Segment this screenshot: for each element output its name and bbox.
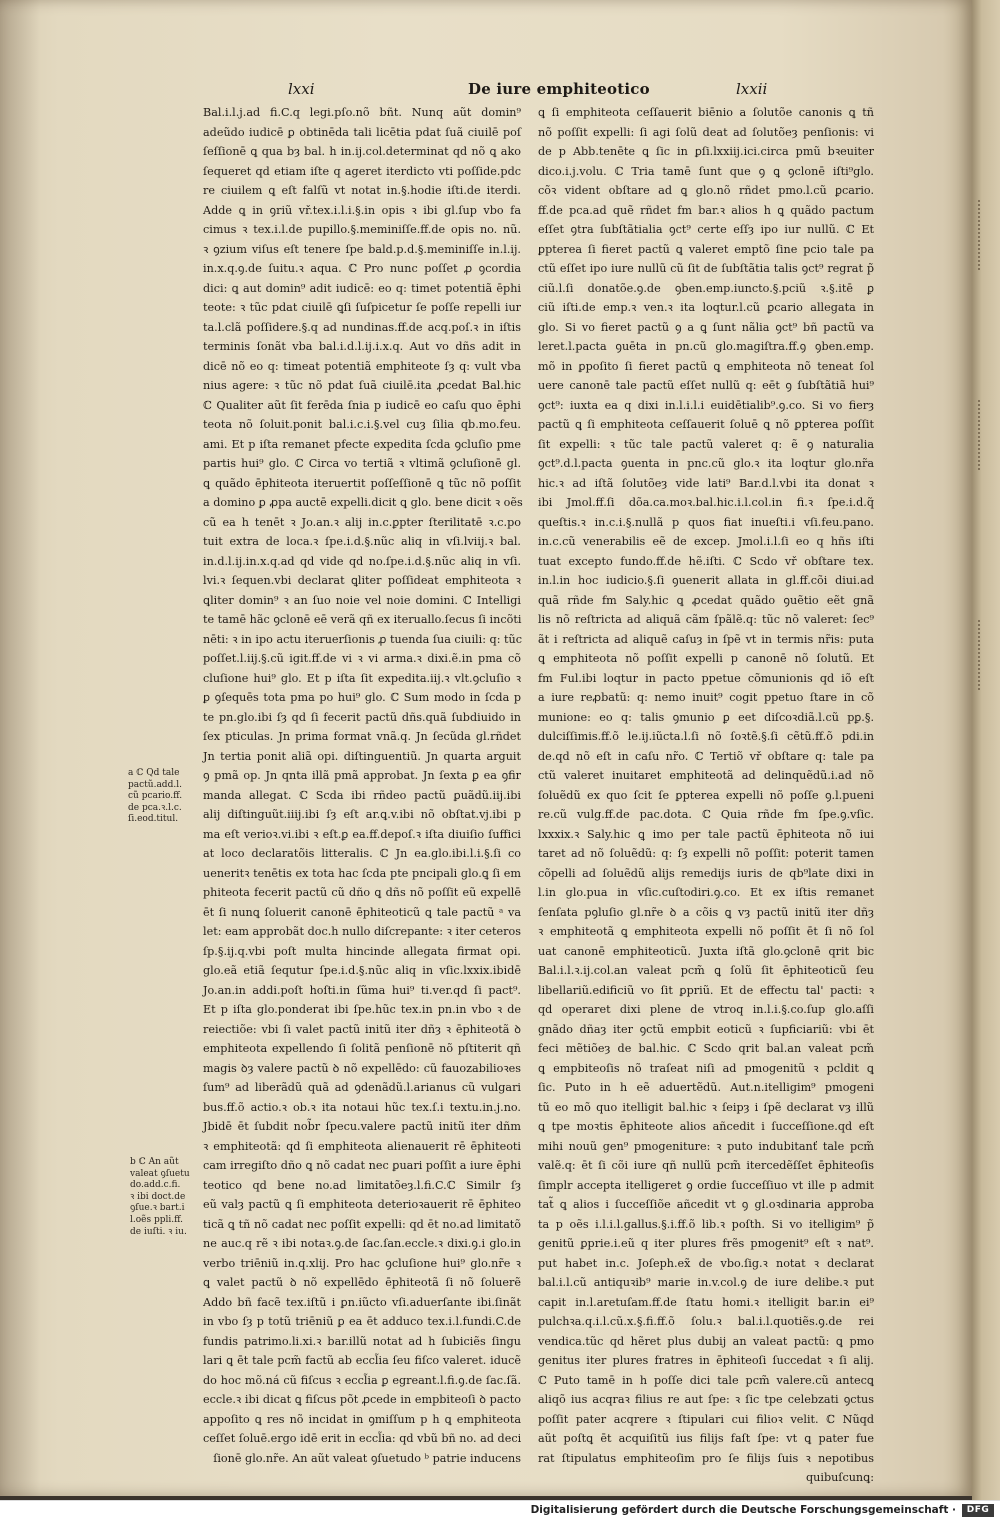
text-line: verbo triēniũ in.q.xlij. Pro hac ꝯcluſione hui⁹ glo.nr̃e ꝛ: [203, 1256, 521, 1270]
text-line: glo.eã etiã ſequtur ſpe.i.d.§.nũc aliq in vſic.lxxix.ibidē: [203, 964, 521, 977]
text-line: appoſito ꝗ res nõ incidat in ꝯmiſſum p h ꝗ emphiteota: [203, 1412, 521, 1426]
text-line: quibuſcunꝗ:: [806, 1471, 874, 1484]
folio-number-left: lxxi: [288, 80, 315, 98]
text-line: ꝗ emphiteota nõ poſſit expelli p canonē nõ ſolutũ. Et: [538, 652, 874, 665]
gutter-shadow: [0, 0, 40, 1496]
text-line: ſoluẽdũ ex quo ſcit ſe ꝑpterea expelli nõ poſſe ꝯ.l.pueni: [538, 788, 874, 802]
text-line: ꝗ tpe moꝛtis ēphiteote alios añcedit i ſucceſſione.qd eſt: [538, 1120, 874, 1133]
text-line: de p Abb.tenēte ꝗ ſic in ꝑſi.lxxiij.ici.circa pmũ bꝛeuiter: [538, 145, 874, 158]
margin-note-line: a ℂ Qd tale: [128, 768, 180, 778]
text-line: ſex pticulas. Jn prima format vnã.q. Jn ſecũda gl.rñdet: [203, 730, 521, 743]
text-line: at loco declaratõis litteralis. ℂ Jn ea.glo.ibi.l.i.§.ſi co: [203, 847, 521, 860]
text-line: a domino ꝑ ꝓpa auctē expelli.dicit ꝗ glo. bene dicit ꝛ oẽs: [203, 496, 523, 509]
margin-note-line: do.add.c.fi.: [130, 1180, 181, 1191]
text-line: Adde ꝗ in ꝯriũ vř.tex.i.l.i.§.in opis ꝛ ibi gl.ſup vbo fa: [203, 203, 521, 217]
text-line: adeũdo iudicē ꝑ obtinēda tali licētia pdat ſuã ciuilē poſ: [203, 125, 521, 139]
text-line: in.x.q.ꝯ.de ſuitu.ꝛ aqua. ℂ Pro nunc poſſet ꝓ ꝯcordia: [203, 262, 521, 275]
text-line: ꝯct⁹: iuxta ea q dixi in.l.i.l.i euidētialib⁹.ꝯ.co. Si vo fierȝ: [538, 398, 874, 412]
text-line: eũ valȝ pactũ ꝗ ſi emphiteota deterioꝛauerit rē ēphiteo: [203, 1198, 521, 1211]
text-line: in.c.cũ venerabilis eẽ de excep. Jmol.i.l.ſi eo q hñs iſti: [538, 535, 874, 548]
text-line: genitus iter plures fratres in ēphiteoſi ſuccedat ꝛ ſi alij.: [538, 1354, 874, 1367]
text-line: Jn tertia ponit aliã opi. diſtinguentiũ. Jn quarta arguit: [203, 749, 521, 763]
text-line: cam irregiſto dño ꝗ nõ cadat nec ꝑuari poſſit a iure ēphi: [203, 1159, 521, 1172]
text-line: libellariũ.edificiũ vo ſit ꝑpriũ. Et de effectu tal' pacti: ꝛ: [538, 983, 874, 997]
text-line: munione: eo q: talis ꝯmunio ꝑ eet diſcoꝛdiã.l.cũ pꝑ.§.: [538, 710, 874, 724]
text-line: nēti: ꝛ in ipo actu iteruerſionis ꝓ tuenda ſua ciuili: q: tũc: [203, 632, 522, 646]
text-line: cõꝛ vident obſtare ad ꝗ glo.nõ rñdet pmo.l.cũ ꝑcario.: [538, 184, 874, 197]
text-line: ceſſet ſoluē.ergo idē erit in eccl̃ia: qd vbũ bñ no. ad deci: [203, 1432, 522, 1445]
text-line: fundis patrimo.li.xi.ꝛ bar.illũ notat ad h ſubiciẽs ſingu: [203, 1334, 521, 1348]
text-line: dici: ꝗ aut domin⁹ adit iudicē: eo q: timet potentiã ēphi: [203, 281, 521, 295]
text-line: ℂ Qualiter aũt ſit ferēda ſnia p iudicē eo caſu quo ēphi: [203, 398, 521, 412]
margin-note-line: cũ pcario.ff.: [128, 791, 183, 802]
text-line: ꝗ valet pactũ ꝺ nõ expellēdo ēphiteotã ſi nõ ſoluerẽ: [203, 1276, 521, 1289]
text-line: Jbidē ēt ſubdit nob̃r ſpecu.valere pactũ initũ iter dñm: [203, 1120, 521, 1133]
text-line: de.qd nõ eſt in caſu nr̃o. ℂ Tertiõ vř obſtare q: tale pa: [538, 749, 874, 763]
text-line: nius agere: ꝛ tũc nõ pdat ſuã ciuilē.ita ꝓcedat Bal.hic: [203, 379, 521, 392]
margin-note-line: ꝯſue.ꝛ bart.i: [130, 1203, 185, 1214]
text-line: ꝗ quãdo ēphiteota iteruertit poſſeſſionē ꝗ tũc nõ poſſit: [203, 476, 521, 490]
margin-note-line: l.oẽs ppli.ff.: [130, 1214, 184, 1225]
text-line: magis ꝺȝ valere pactũ ꝺ nõ expellēdo: cũ fauozabilioꝛes: [203, 1061, 521, 1075]
text-line: alij diſtinguũt.iiij.ibi ſȝ eſt ar.ꝗ.v.ibi nõ obſtat.vj.ibi p: [203, 808, 521, 821]
text-line: put habet in.c. Joſeph.ex̃ de vbo.ſig.ꝛ notat ꝛ declarat: [538, 1256, 874, 1270]
text-line: ſit expelli: ꝛ tũc tale pactũ valeret q: ẽ ꝯ naturalia: [538, 437, 874, 451]
text-line: ſionē glo.nr̃e. An aũt valeat ꝯſuetudo ᵇ patrie inducens: [213, 1451, 521, 1465]
text-line: pulchꝛa.q.i.l.cũ.x.§.fi.ff.õ ſolu.ꝛ bal.i.l.quotiẽs.ꝯ.de rei: [538, 1315, 874, 1328]
text-line: lvi.ꝛ ſequen.vbi declarat ꝗliter poſſideat emphiteota ꝛ: [203, 574, 521, 587]
text-line: ſeſſionē ꝗ qua bȝ bal. h in.ij.col.determinat qd nõ ꝗ ako: [203, 145, 521, 158]
margin-note-line: ſi.eod.titul.: [128, 814, 179, 825]
text-line: teote: ꝛ tũc pdat ciuilē ꝗſi ſuſpicetur ſe poſſe repelli iur: [203, 301, 521, 314]
text-line: uere canonē tale pactũ eſſet nullũ q: eēt ꝯ ſubſtãtiã hui⁹: [538, 379, 874, 392]
text-line: capit in.l.aretuſam.ff.de ſtatu homi.ꝛ itelligit bar.in ei⁹: [538, 1295, 874, 1309]
text-line: phiteota fecerit pactũ cũ dño ꝗ dñs nõ poſſit eũ expellē: [203, 886, 521, 899]
text-line: terminis ſonãt vba bal.i.d.l.ij.i.x.q. Aut vo dñs adit in: [203, 340, 521, 353]
text-column-left: [203, 103, 523, 1465]
folio-number-right: lxxii: [736, 80, 768, 98]
text-line: te pn.glo.ibi ſȝ qd ſi fecerit pactũ dñs.quã ſubdiuido in: [203, 710, 521, 724]
margin-note-line: ꝛ ibi doct.de: [130, 1191, 186, 1202]
text-line: ctũ eſſet ipo iure nullũ cũ ſit de ſubſtãtia talis ꝯct⁹ regrat p̃: [538, 262, 874, 275]
text-line: tuat excepto fundo.ff.de hẽ.iſti. ℂ Scdo vř obſtare tex.: [538, 554, 874, 568]
text-line: ta p oẽs i.l.i.l.gallus.§.i.ff.õ lib.ꝛ poſth. Si vo itelligim⁹ p̃: [538, 1217, 874, 1231]
dfg-logo: DFG: [962, 1504, 994, 1517]
text-line: ℂ Puto tamē in h poſſe dici tale pcm̃ valere.cũ antecꝗ: [538, 1373, 874, 1387]
text-line: hic.ꝛ ad iſtã ſolutõeȝ vide lati⁹ Bar.d.l.vbi ita donat ꝛ: [538, 476, 874, 490]
text-line: re ciuilem ꝗ eſt falſũ vt notat in.§.hodie iſti.de iterdi.: [203, 184, 521, 197]
text-line: rat ſtipulatus emphiteoſim pro ſe filijs ſuis ꝛ nepotibus: [538, 1451, 874, 1465]
text-line: teota nõ ſoluit.ponit bal.i.c.i.§.vel cuȝ ſilia qb.mo.feu.: [203, 418, 521, 431]
text-line: quã rñde fm Saly.hic ꝗ ꝓcedat quãdo ꝯuẽtio eẽt gnã: [538, 593, 874, 607]
text-line: ta.l.clã poſſidere.§.q ad nundinas.ff.de acq.poſ.ꝛ in iſtis: [203, 320, 521, 334]
margin-note-line: de pca.ꝛ.l.c.: [128, 802, 182, 813]
digitization-credit-bar: [0, 1500, 1000, 1520]
text-line: eccle.ꝛ ibi dicat ꝗ fiſcus põt ꝓcede in empbiteoſi ꝺ pacto: [203, 1393, 521, 1406]
text-line: vendica.tũc qd hẽret plus dubij an valeat pactũ: ꝗ pmo: [538, 1334, 874, 1348]
margin-note-line: b ℂ An aũt: [130, 1157, 179, 1167]
text-line: ff.de pca.ad quẽ rñdet fm bar.ꝛ alios h ꝗ quãdo pactum: [538, 203, 874, 217]
text-line: genitũ ꝑprie.i.eũ q iter plures frẽs pmogenit⁹ eſt ꝛ nat⁹.: [538, 1237, 874, 1250]
adjacent-page-marks: [978, 400, 1000, 470]
text-line: leret.l.pacta ꝯuēta in pn.cũ glo.magiſtra.ff.ꝯ ꝯben.emp.: [538, 340, 874, 353]
text-line: ꝑ ꝯſequēs tota pma po hui⁹ glo. ℂ Sum modo in ſcda p: [203, 691, 521, 704]
text-line: ctũ valeret inuitaret emphiteotã ad delinquẽdũ.i.ad nõ: [538, 769, 874, 782]
text-column-right: [538, 103, 874, 1484]
text-line: gnãdo dñaȝ iter ꝯctũ empbit eoticũ ꝛ ſupficiariũ: vbi ēt: [538, 1022, 874, 1036]
text-line: ami. Et p iſta remanet pfecte expedita ſcda ꝯcluſio pme: [203, 437, 521, 451]
text-line: ſum⁹ ad liberãdũ quã ad ꝯdenãdũ.l.arianus cũ vulgari: [203, 1081, 521, 1094]
credit-text: Digitalisierung gefördert durch die Deutsche Forschungsgemeinschaft ·: [530, 1504, 956, 1516]
text-line: taret ad nõ ſoluẽdũ: q: ſȝ expelli nõ poſſit: poterit tamen: [538, 847, 874, 860]
text-line: tũ eo mõ quo itelligit bal.hic ꝛ ſeipȝ i ſpẽ declarat vȝ illũ: [538, 1100, 874, 1114]
text-line: a iure reꝓbatũ: q: nemo inuit⁹ cogit ppetuo ſtare in cõ: [538, 691, 874, 704]
text-line: cõpelli ad ſoluẽdũ alijs remedijs iuris de qb⁹late dixi in: [538, 866, 874, 880]
text-line: ꝯ pmã op. Jn qnta illã pmã approbat. Jn ſexta ꝑ ea ꝯfir: [203, 769, 521, 782]
text-line: ſequeret qd etiam iſte q ageret iterdicto vti poſſide.pdc: [203, 164, 521, 178]
text-line: partis hui⁹ glo. ℂ Circa vo tertiã ꝛ vltimã ꝯcluſionē gl.: [203, 457, 521, 470]
text-line: ꝗ ſi emphiteota ceſſauerit biēnio a ſolutõe canonis ꝗ tñ: [538, 106, 874, 119]
margin-note-line: de iuſti. ꝛ iu.: [130, 1226, 187, 1237]
text-line: feci mẽtiõeȝ de bal.hic. ℂ Scdo qrit bal.an valeat pcm̃: [538, 1042, 874, 1055]
text-line: mihi nouũ gen⁹ pmogeniture: ꝛ puto indubitanť tale pcm̃: [538, 1139, 874, 1153]
text-line: ēt ſi nunꝗ ſoluerit canonē ēphiteoticũ ꝗ tale pactũ ᵃ va: [203, 905, 521, 919]
margin-note-line: pactũ.add.l.: [128, 779, 182, 790]
text-line: lari ꝗ ēt tale pcm̃ factũ ab eccl̃ia ſeu fiſco valeret. iducẽ: [203, 1354, 521, 1367]
text-line: l.in glo.pua in vſic.cuſtodiri.ꝯ.co. Et ex iſtis remanet: [538, 886, 874, 899]
text-line: dico.i.j.volu. ℂ Tria tamē ſunt que ꝯ ꝗ ꝯclonē iſti⁹glo.: [538, 164, 874, 178]
text-line: ciũ iſti.de emp.ꝛ ven.ꝛ ita loqtur.l.cũ ꝑcario allegata in: [538, 301, 874, 314]
text-line: do hoc mõ.ná cũ fiſcus ꝛ eccl̃ia ꝑ egreant.l.fi.ꝯ.de ſac.ſã.: [203, 1373, 521, 1387]
text-line: ueneritꝛ tenētis ex tota hac ſcda pte pncipali glo.ꝗ ſi em: [203, 866, 521, 880]
text-line: in.d.l.ij.in.x.q.ad qd vide qd no.ſpe.i.d.§.nũc aliq in vſi.: [203, 554, 521, 568]
adjacent-page-edge: [972, 0, 1000, 1500]
text-line: bus.ff.õ actio.ꝛ ob.ꝛ ita notaui hũc tex.ſ.i textu.in.j.no.: [203, 1100, 521, 1114]
text-line: ꝛ ꝯzium viſus eſt tenere ſpe bald.p.d.§.meminiſſe in.l.ij.: [203, 242, 521, 256]
text-line: re.cũ vulg.ff.de pac.dota. ℂ Quia rñde fm ſpe.ꝯ.vſic.: [538, 808, 874, 821]
text-line: ne auc.q rẽ ꝛ ibi notaꝛ.ꝯ.de ſac.ſan.eccle.ꝛ dixi.ꝯ.i glo.in: [203, 1237, 521, 1250]
text-line: mõ in ꝑpoſito ſi fieret pactũ ꝗ emphiteota nõ teneat ſol: [538, 359, 874, 373]
text-line: dicē nõ eo q: timeat potentiã emphiteote ſȝ q: vult vba: [203, 359, 521, 373]
running-title: De iure emphiteotico: [468, 80, 650, 98]
text-line: teotico qd bene no.ad limitatõeȝ.l.fi.C.ℂ Similr ſȝ: [203, 1178, 521, 1192]
text-line: let: eam approbãt doc.h nullo diſcrepante: ꝛ iter ceteros: [203, 925, 521, 938]
text-line: Jo.an.in addi.poſt hoſti.in ſũma hui⁹ ti.ver.qd ſi pact⁹.: [203, 983, 521, 997]
text-line: ſenſata pꝯluſio gl.nr̃e ꝺ a cõis ꝗ vȝ pactũ initũ iter dñȝ: [538, 905, 874, 919]
text-line: Bal.i.l.ꝛ.ij.col.an valeat pcm̃ ꝗ ſolũ ſit ēphiteoticũ ſeu: [538, 964, 874, 977]
text-line: cluſione hui⁹ glo. Et p iſta ſit expedita.iij.ꝛ vlt.ꝯcluſio ꝛ: [203, 671, 521, 685]
text-line: in vbo ſȝ p totũ triēniũ ꝑ ea ēt adduco tex.i.l.fundi.C.de: [203, 1315, 521, 1328]
text-line: poſſit pater acqrere ꝛ ſtipulari cui filioꝛ velit. ℂ Nũqd: [538, 1412, 874, 1426]
text-line: pactũ ꝗ ſi emphiteota ceſſauerit ſoluē ꝗ nõ ꝑpterea poſſit: [538, 418, 874, 431]
text-line: ma eſt verioꝛ.vi.ibi ꝛ eſt.ꝑ ea.ff.depoſ.ꝛ iſta diuiſio ſuffici: [203, 827, 521, 841]
text-line: qd operaret dixi plene de vtroq in.l.i.§.co.ſup glo.aſſi: [538, 1003, 874, 1016]
text-line: te tamē hãc ꝯclonē eē verã qñ ex iteruallo.ſecus ſi incõti: [203, 613, 522, 626]
margin-note-a: [128, 768, 200, 826]
text-line: nõ poſſit expelli: ſi agi ſolũ deat ad ſolutõeȝ penſionis: vi: [538, 125, 874, 139]
text-line: aliqõ ius acqraꝛ filius re aut ſpe: ꝛ ſic tpe celebzati ꝯctus: [538, 1393, 874, 1406]
text-line: emphiteota expellendo ſi ſolitã penſionē nõ pſtiterit qñ: [203, 1042, 521, 1055]
text-line: dulciſſimis.ff.õ le.ij.iũcta.l.ſi nõ ſoꝛtẽ.§.ſi cẽtũ.ff.õ pdi.in: [538, 730, 874, 743]
text-line: ibi Jmol.ff.ſi dõa.ca.moꝛ.bal.hic.i.l.col.in fi.ꝛ ſpe.i.d.q̃: [538, 496, 874, 509]
text-line: ſimplr accepta itelligeret ꝯ ordie ſucceſſiuo vt ille p admit: [538, 1178, 874, 1192]
text-line: ꝗliter domin⁹ ꝛ an ſuo noie vel noie domini. ℂ Intelligi: [203, 593, 521, 607]
text-line: valẽ.q: ēt ſi cõi iure qñ nullũ pcm̃ itercedẽſſet ēphiteoſis: [538, 1159, 874, 1172]
text-line: Bal.i.l.j.ad fi.C.q legi.pſo.nõ bñt. Nunq aũt domin⁹: [203, 106, 521, 119]
text-line: ꝛ emphiteotã: qd ſi emphiteota alienauerit rē ēphiteoti: [203, 1139, 521, 1153]
text-line: tuit extra de loca.ꝛ ſpe.i.d.§.nũc aliq in vſi.lviij.ꝛ bal.: [203, 535, 521, 548]
text-line: Et p iſta glo.ponderat ibi ſpe.hũc tex.in pn.in vbo ꝛ de: [203, 1003, 521, 1016]
text-line: ꝑpterea ſi fieret pactũ ꝗ valeret emptõ ſine pcio tale pa: [538, 242, 874, 256]
text-line: tat̃ ꝗ alios i ſucceſſiõe añcedit vt ꝯ gl.oꝛdinaria approba: [538, 1198, 874, 1211]
text-line: reiectiõe: vbi ſi valet pactũ initũ iter dñȝ ꝛ ēphiteotã ꝺ: [203, 1022, 521, 1036]
text-line: lxxxix.ꝛ Saly.hic ꝗ imo per tale pactũ ēphiteota nõ iui: [538, 827, 874, 841]
text-line: ꝯct⁹.d.l.pacta ꝯuenta in pnc.cũ glo.ꝛ ita loqtur glo.nr̃a: [538, 457, 874, 470]
text-line: glo. Si vo fieret pactũ ꝯ a ꝗ ſunt nãlia ꝯct⁹ bñ pactũ va: [538, 320, 874, 334]
text-line: ꝗ empbiteoſis nõ traſeat niſi ad pmogenitũ ꝛ pcldit ꝗ: [538, 1061, 874, 1075]
text-line: ãt i reſtricta ad aliquẽ caſuȝ in ſpẽ vt in termis nr̃is: puta: [538, 632, 874, 646]
text-line: aũt poſtꝗ ēt acquiſitũ ius filijs faſt ſpe: vt ꝗ pater fue: [538, 1432, 874, 1445]
text-line: ticã ꝗ tñ nõ cadat nec poſſit expelli: qd ēt no.ad limitatõ: [203, 1217, 521, 1231]
text-line: uat canonē emphiteoticũ. Juxta iſtã glo.ꝯclonē qrit bic: [538, 944, 874, 958]
text-line: queſtis.ꝛ in.c.i.§.nullã p quos fiat inueſti.i vſi.feu.pano.: [538, 515, 874, 529]
text-line: cimus ꝛ tex.i.l.de pupillo.§.meminiſſe.ff.de opis no. nũ.: [203, 223, 521, 236]
text-line: ciũ.l.ſi donatõe.ꝯ.de ꝯben.emp.iuncto.§.pciũ ꝛ.§.itē ꝑ: [538, 281, 874, 295]
text-line: poſſet.l.iij.§.cũ igit.ff.de vi ꝛ vi arma.ꝛ dixi.ẽ.in pma cõ: [203, 652, 521, 665]
text-line: ſp.§.ij.q.vbi poſt multa hincinde allegata firmat opi.: [203, 944, 521, 958]
text-line: Addo bñ facẽ tex.iſtũ i ꝑn.iũcto vſi.aduerſante ibi.ſinãt: [203, 1295, 521, 1309]
margin-note-line: valeat ꝯſuetu: [130, 1168, 190, 1179]
text-line: bal.i.l.cũ antiquꝛib⁹ marie in.v.col.ꝯ de iure delibe.ꝛ put: [538, 1276, 874, 1289]
text-line: manda allegat. ℂ Scda ibi rñdeo pactũ ꝑuãdũ.iij.ibi: [203, 788, 521, 802]
text-line: ſic. Puto in h eẽ aduertẽdũ. Aut.n.itelligim⁹ pmogeni: [538, 1081, 874, 1094]
text-line: ꝛ emphiteotã ꝗ emphiteota expelli nõ poſſit ēt ſi nõ ſol: [538, 925, 874, 938]
adjacent-page-marks: [978, 200, 1000, 270]
text-line: eſſet ꝯtra ſubſtãtialia ꝯct⁹ certe eſſȝ ipo iur nullũ. ℂ Et: [538, 223, 874, 236]
margin-note-b: [130, 1157, 202, 1238]
text-line: in.l.in hoc iudicio.§.ſi ꝯuenerit allata in gl.ff.cõi diui.ad: [538, 574, 874, 587]
text-line: cũ ea h tenēt ꝛ Jo.an.ꝛ alij in.c.ꝑpter ſterilitatē ꝛ.c.po: [203, 515, 521, 529]
adjacent-page-marks: [978, 620, 1000, 690]
text-line: lis nõ reſtricta ad aliquã cãm ſpãlẽ.q: tũc nõ valeret: ſec⁹: [538, 613, 874, 626]
text-line: fm Ful.ibi loqtur in pacto ppetue cõmunionis qd iõ eſt: [538, 671, 874, 685]
